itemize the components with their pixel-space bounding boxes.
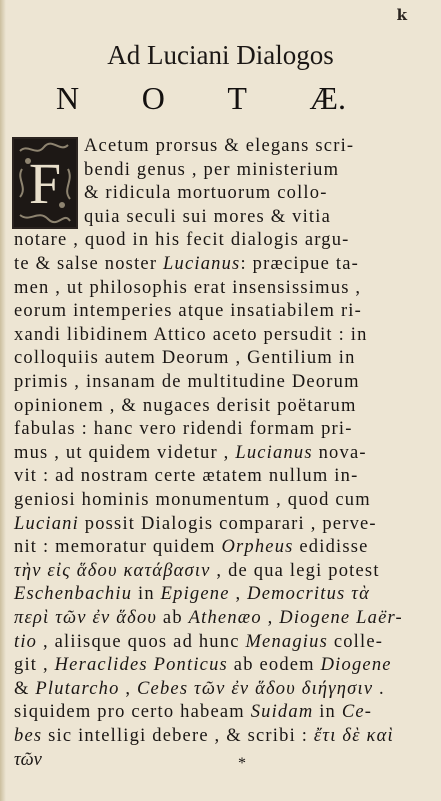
- italic-segment: Lucianus: [163, 254, 241, 274]
- signature-mark: k: [396, 6, 407, 24]
- text-segment: opinionem , & nugaces derisit poëtarum: [14, 395, 357, 416]
- drop-cap-letter: F: [28, 151, 62, 216]
- text-segment: nova-: [312, 442, 367, 463]
- text-segment: in: [132, 584, 161, 605]
- text-segment: bendi genus , per ministerium: [84, 159, 340, 180]
- notae-letter: N: [56, 80, 80, 116]
- text-segment: edidisse: [293, 537, 369, 558]
- text-line: [14, 346, 356, 370]
- text-line: [14, 370, 360, 394]
- italic-segment: Epigene: [160, 584, 230, 605]
- text-segment: geniosi hominis monumentum , quod cum: [14, 490, 371, 510]
- text-segment: .: [373, 678, 385, 699]
- text-line: [14, 559, 380, 583]
- text-line: [14, 630, 383, 654]
- text-line: [14, 276, 361, 300]
- text-line: [14, 582, 370, 606]
- text-line: [14, 323, 368, 347]
- text-segment: & ridicula mortuorum collo-: [84, 183, 328, 204]
- italic-segment: Ce-: [341, 702, 373, 723]
- italic-segment: Orpheus: [221, 537, 294, 558]
- text-segment: men , ut philosophis erat insensissimus ,: [14, 277, 362, 298]
- italic-segment: Diogene: [320, 655, 392, 676]
- text-segment: ,: [119, 678, 138, 699]
- italic-segment: Heraclides Ponticus: [54, 655, 228, 676]
- text-line: [84, 181, 328, 205]
- italic-segment: Plutarcho: [35, 678, 120, 699]
- text-segment: xandi libidinem Attico aceto persudit : in: [14, 324, 368, 345]
- text-segment: ab: [157, 608, 189, 628]
- italic-segment: ἔτι δὲ καὶ: [313, 726, 394, 746]
- italic-segment: περὶ τῶν ἐν ἅδου: [14, 608, 158, 628]
- text-line: [14, 677, 385, 701]
- text-segment: fabulas : hanc vero ridendi formam pri-: [14, 419, 353, 440]
- text-line: [14, 299, 362, 323]
- italic-segment: Lucianus: [235, 442, 313, 463]
- text-line: [14, 512, 377, 536]
- text-line: [14, 417, 353, 441]
- page-gutter-shadow: [0, 0, 6, 801]
- text-segment: quia seculi sui mores & vitia: [84, 206, 331, 227]
- text-line: [14, 653, 392, 677]
- text-segment: vit : ad nostram certe ætatem nullum in-: [14, 466, 359, 487]
- footer-asterisk: *: [238, 755, 246, 772]
- text-segment: , de qua legi potest: [210, 560, 380, 581]
- text-segment: colloquiis autem Deorum , Gentilium in: [14, 348, 356, 369]
- text-segment: ab eodem: [227, 655, 321, 676]
- italic-segment: Suidam: [250, 702, 314, 723]
- text-segment: : præcipue ta-: [240, 254, 359, 274]
- italic-segment: Luciani: [14, 513, 79, 534]
- text-segment: ,: [229, 584, 248, 605]
- italic-segment: Democritus τὰ: [247, 584, 371, 605]
- text-segment: Acetum prorsus & elegans scri-: [84, 136, 355, 156]
- text-segment: notare , quod in his fecit dialogis argu-: [14, 230, 350, 251]
- notae-letter: O: [141, 80, 165, 116]
- text-line: [84, 158, 339, 182]
- text-line: [14, 228, 350, 252]
- text-segment: sic intelligi debere , & scribi :: [42, 726, 314, 746]
- text-segment: ,: [261, 608, 280, 628]
- text-segment: git ,: [14, 655, 55, 676]
- notae-letter: T: [227, 80, 247, 116]
- italic-segment: Diogene Laër-: [279, 608, 403, 628]
- text-line: [14, 748, 42, 772]
- text-line: [84, 205, 331, 229]
- text-line: [14, 535, 369, 559]
- italic-segment: Menagius: [245, 631, 328, 652]
- text-segment: mus , ut quidem videtur ,: [14, 442, 236, 463]
- text-line: [14, 606, 403, 630]
- italic-segment: tio: [14, 631, 38, 652]
- page-heading: Ad Luciani Dialogos: [107, 40, 334, 70]
- text-segment: &: [14, 678, 36, 699]
- text-segment: possit Dialogis comparari , perve-: [78, 513, 377, 534]
- text-line: [14, 724, 394, 748]
- italic-segment: Athenæo: [188, 608, 262, 628]
- notae-title: [56, 80, 346, 117]
- text-segment: te & salse noster: [14, 254, 164, 274]
- text-segment: colle-: [328, 631, 384, 652]
- notae-letter: Æ.: [309, 80, 346, 116]
- italic-segment: Eschenbachiu: [14, 584, 133, 605]
- text-line: [14, 394, 357, 418]
- text-segment: siquidem pro certo habeam: [14, 702, 251, 723]
- text-segment: , aliisque quos ad hunc: [37, 631, 246, 652]
- text-segment: eorum intemperies atque insatiabilem ri-: [14, 301, 363, 322]
- italic-segment: τὴν εἰς ἅδου κατάβασιν: [14, 560, 211, 581]
- ornamental-drop-cap: [12, 137, 78, 229]
- text-line: [14, 700, 372, 724]
- italic-segment: Cebes τῶν ἐν ἅδου διήγησιν: [137, 678, 374, 699]
- text-line: [14, 464, 358, 488]
- text-segment: nit : memoratur quidem: [14, 537, 222, 558]
- italic-segment: τῶν: [14, 749, 42, 770]
- text-segment: primis , insanam de multitudine Deorum: [14, 372, 360, 392]
- text-line: [84, 134, 354, 158]
- text-line: [14, 488, 371, 512]
- text-line: [14, 441, 367, 465]
- drop-cap-ornament-icon: [14, 139, 76, 227]
- text-segment: in: [313, 702, 342, 723]
- text-line: [14, 252, 359, 276]
- italic-segment: bes: [14, 726, 43, 746]
